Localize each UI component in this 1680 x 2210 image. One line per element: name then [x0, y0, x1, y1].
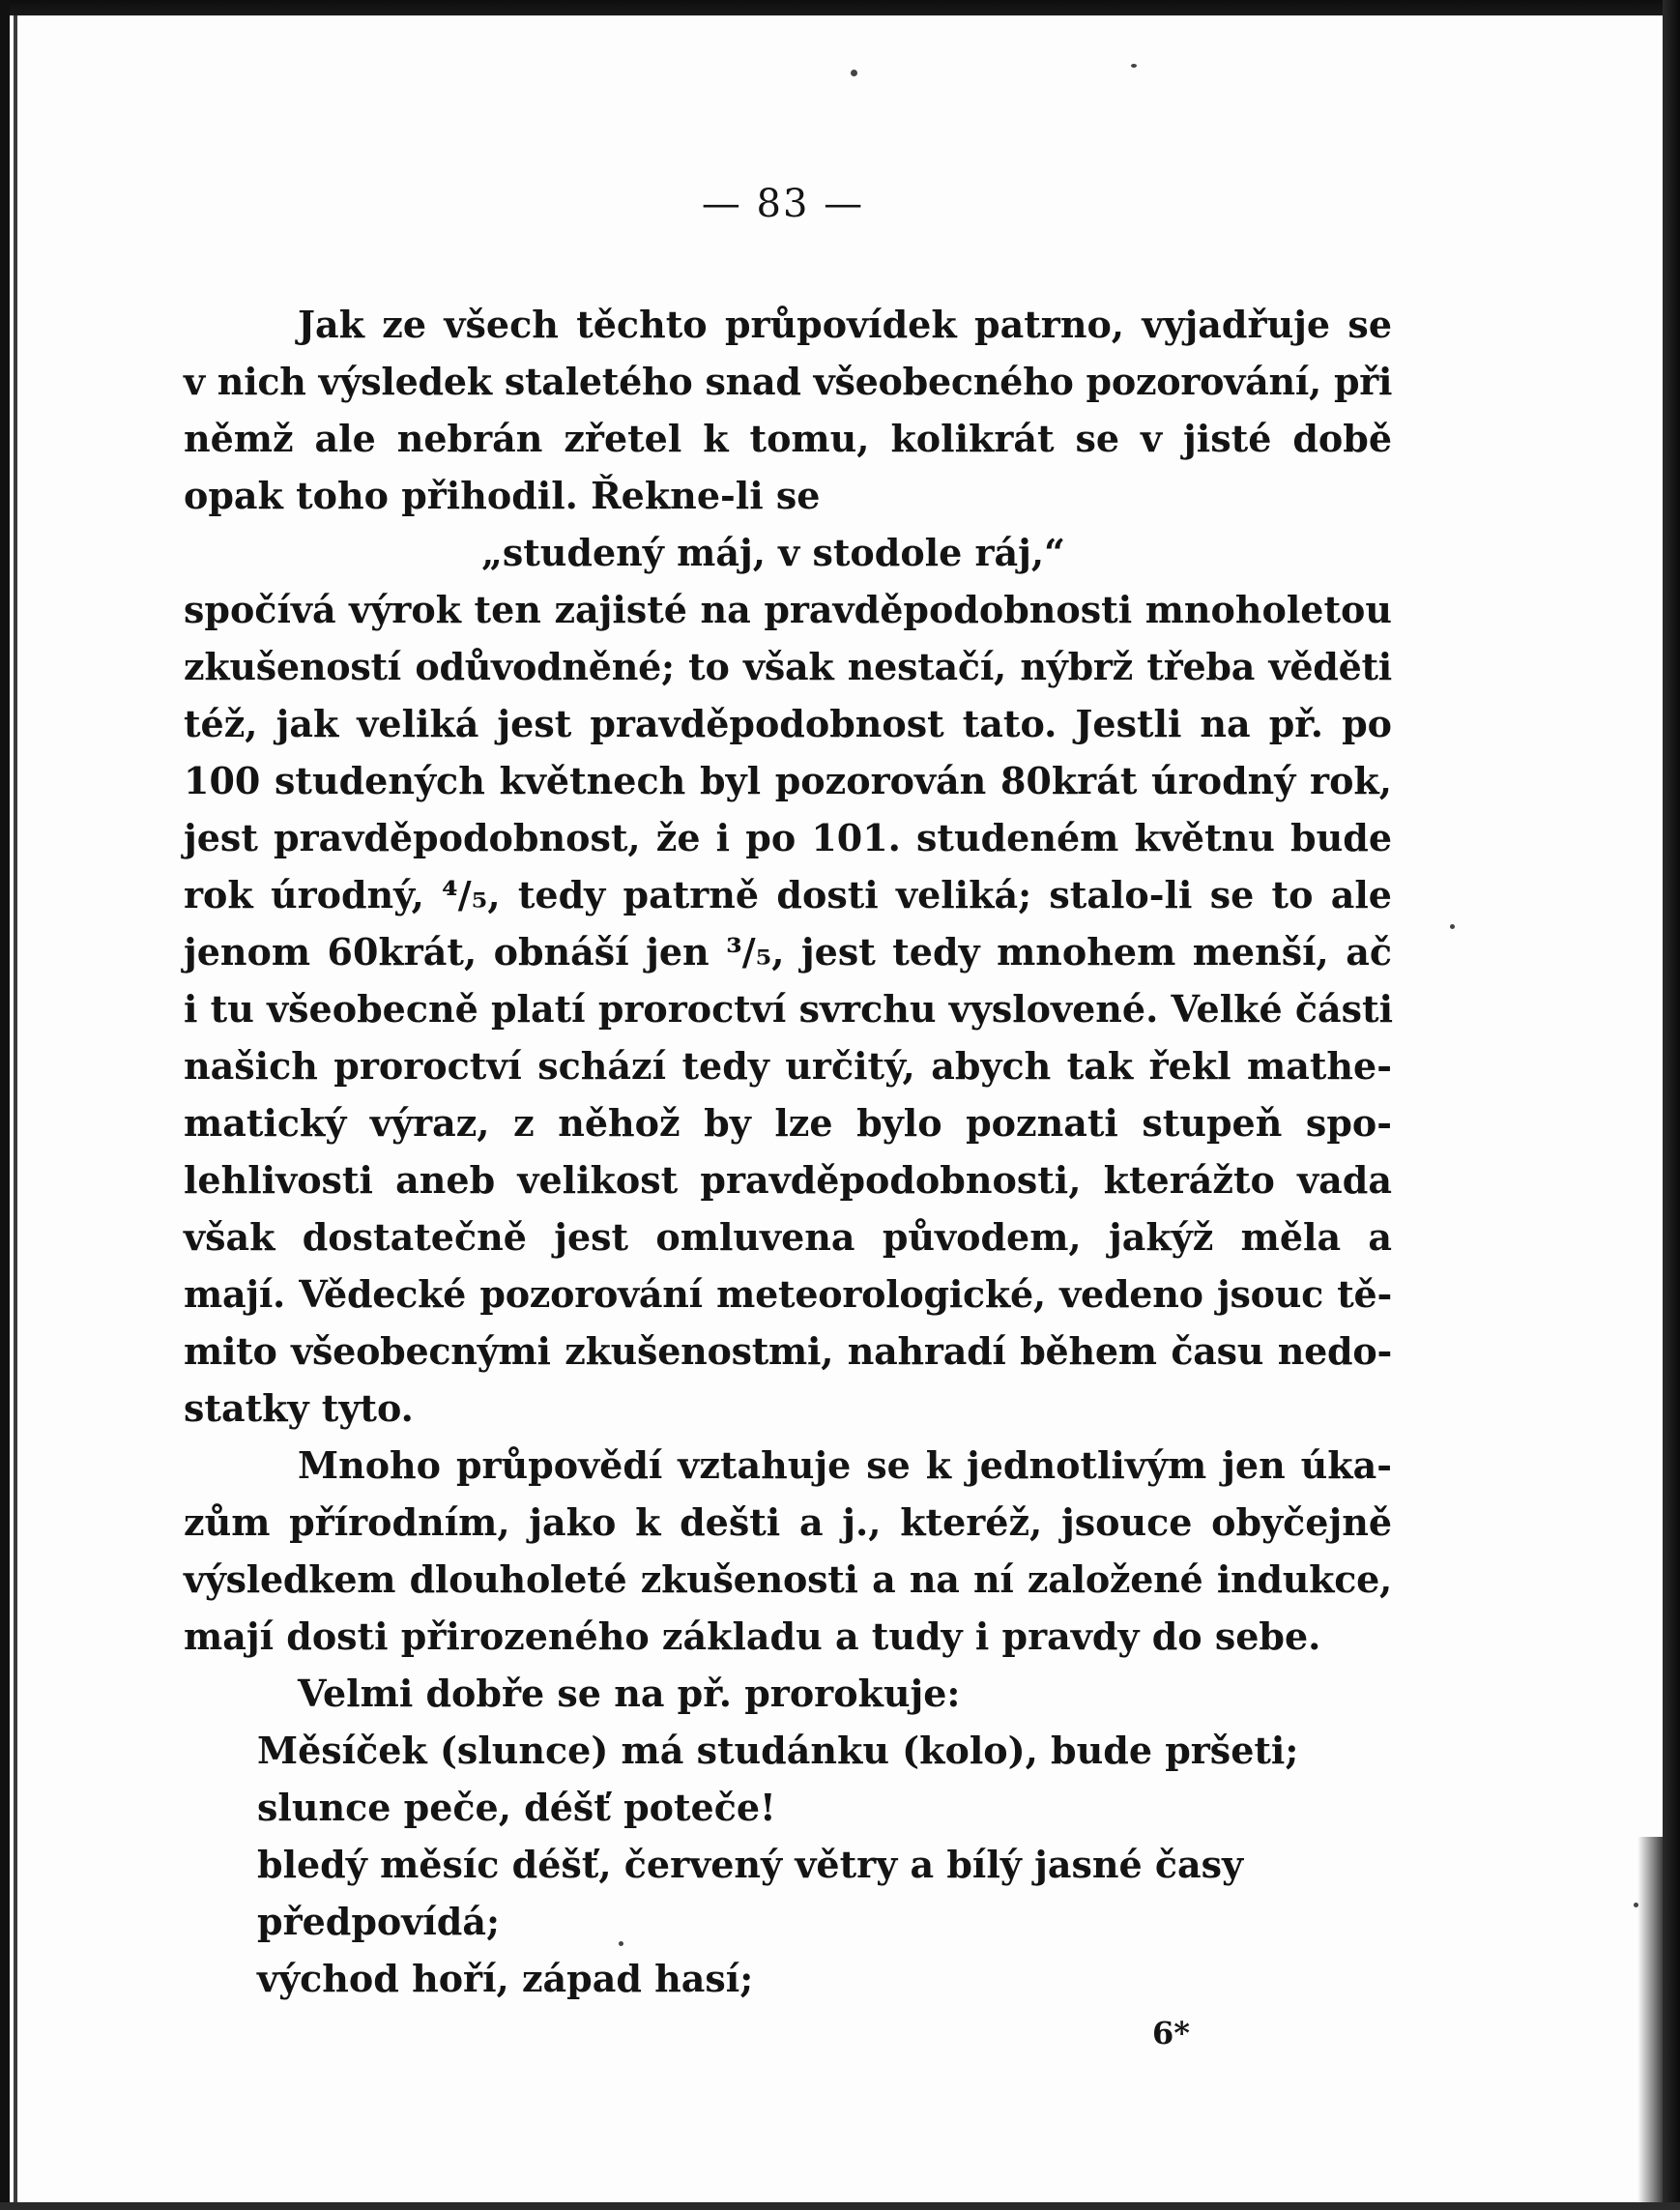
speck — [1450, 924, 1455, 929]
proverb-line: slunce peče, déšť poteče! — [257, 1786, 776, 1829]
text-line: opak toho přihodil. Řekne-li se — [184, 474, 821, 517]
text-line: Jak ze všech těchto průpovídek patrno, vyjadřuje se — [298, 303, 1392, 346]
text-line: mají. Vědecké pozorování meteorologické, vedeno jsouc tě- — [184, 1272, 1392, 1316]
text-line: jenom 60krát, obnáší jen ³/₅, jest tedy mnohem menší, ač — [184, 930, 1392, 974]
proverb-line: Měsíček (slunce) má studánku (kolo), bude pršeti; — [257, 1729, 1299, 1772]
speck — [1634, 1903, 1638, 1907]
text-line: zkušeností odůvodněné; to však nestačí, nýbrž třeba věděti — [184, 645, 1392, 688]
scan-edge-left-inner — [14, 15, 17, 2210]
body-text — [184, 296, 1392, 2007]
scan-edge-top — [0, 0, 1680, 15]
proverb-line: východ hoří, západ hasí; — [257, 1957, 754, 2000]
text-line: i tu všeobecně platí proroctví svrchu vyslovené. Velké části — [184, 987, 1394, 1031]
speck — [851, 70, 857, 76]
signature-mark: 6* — [1152, 2015, 1190, 2051]
proverb-line: bledý měsíc déšť, červený větry a bílý jasné časy — [257, 1843, 1244, 1886]
text-line: jest pravděpodobnost, že i po 101. studeném květnu bude — [184, 816, 1392, 859]
text-line: však dostatečně jest omluvena původem, jakýž měla a — [184, 1215, 1392, 1259]
scan-edge-right — [1663, 0, 1680, 2210]
scan-edge-left — [0, 0, 10, 2210]
text-line: spočívá výrok ten zajisté na pravděpodobnosti mnoholetou — [184, 588, 1392, 631]
text-line: rok úrodný, ⁴/₅, tedy patrně dosti veliká; stalo-li se to ale — [184, 873, 1392, 916]
text-line: němž ale nebrán zřetel k tomu, kolikrát se v jisté době — [184, 417, 1392, 460]
scan-shadow-right — [1637, 1837, 1663, 2210]
text-line: lehlivosti aneb velikost pravděpodobnosti, kterážto vada — [184, 1158, 1392, 1202]
text-line: našich proroctví schází tedy určitý, abych tak řekl mathe- — [184, 1044, 1392, 1088]
text-line: 100 studených květnech byl pozorován 80krát úrodný rok, — [184, 759, 1392, 802]
text-line: mají dosti přirozeného základu a tudy i pravdy do sebe. — [184, 1614, 1321, 1658]
text-line: statky tyto. — [184, 1386, 414, 1430]
text-line: v nich výsledek staletého snad všeobecného pozorování, při — [184, 360, 1393, 403]
scan-edge-bottom — [0, 2202, 1680, 2210]
text-line: též, jak veliká jest pravděpodobnost tato. Jestli na př. po — [184, 702, 1392, 745]
proverb-line: předpovídá; — [257, 1900, 500, 1943]
text-line: výsledkem dlouholeté zkušenosti a na ní založené indukce, — [184, 1557, 1392, 1601]
speck — [1131, 64, 1137, 68]
text-line: matický výraz, z něhož by lze bylo poznati stupeň spo- — [184, 1101, 1392, 1145]
text-line: zům přírodním, jako k dešti a j., kteréž, jsouce obyčejně — [184, 1500, 1392, 1544]
quoted-proverb: „studený máj, v stodole ráj,“ — [481, 531, 1065, 574]
text-line: mito všeobecnými zkušenostmi, nahradí během času nedo- — [184, 1329, 1392, 1373]
page-number: — 83 — — [701, 182, 865, 226]
text-line: Mnoho průpovědí vztahuje se k jednotlivým jen úka- — [298, 1443, 1392, 1487]
text-line: Velmi dobře se na př. prorokuje: — [298, 1672, 961, 1715]
